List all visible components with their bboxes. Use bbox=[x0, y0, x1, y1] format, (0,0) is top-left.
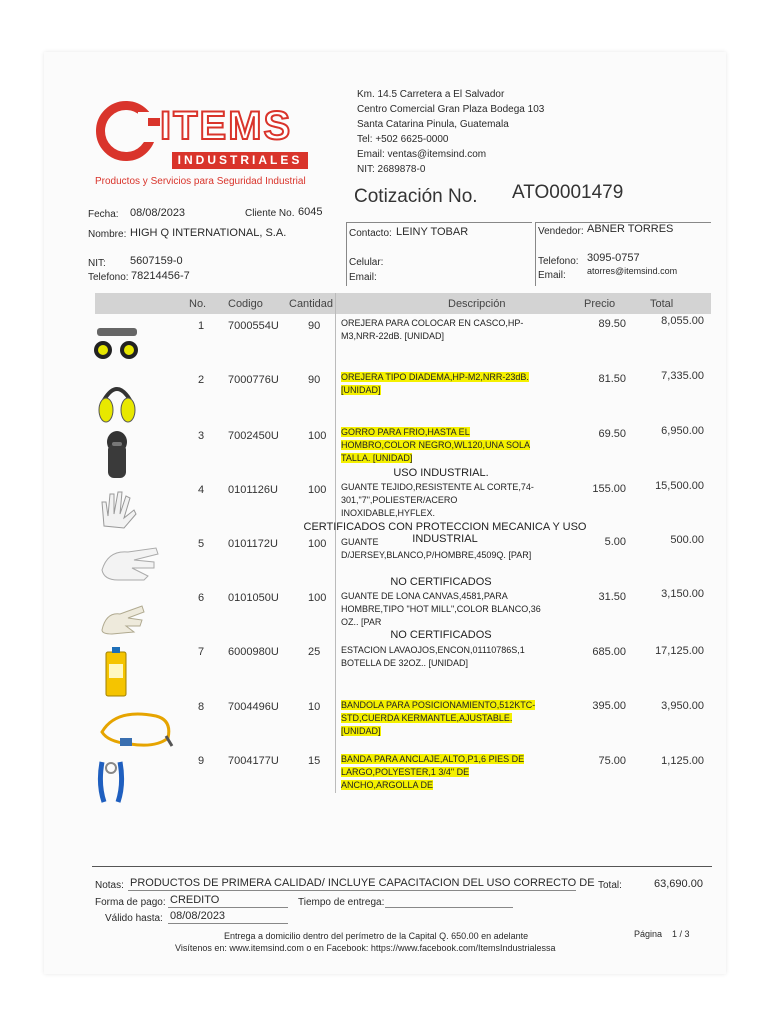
item-precio: 81.50 bbox=[598, 373, 626, 385]
logo-c-bar bbox=[148, 118, 160, 126]
item-codigo: 7004177U bbox=[228, 755, 279, 767]
logo-subtitle: INDUSTRIALES bbox=[172, 152, 308, 169]
item-precio: 75.00 bbox=[598, 755, 626, 767]
highlighted-text: BANDA PARA ANCLAJE,ALTO,P1,6 PIES DE LARGO,POLYESTER,1 3/4" DE ANCHO,ARGOLLA DE bbox=[341, 754, 525, 790]
highlighted-text: OREJERA TIPO DIADEMA,HP-M2,NRR-23dB. [UNIDAD] bbox=[341, 372, 529, 395]
col-precio: Precio bbox=[584, 298, 616, 310]
item-no: 3 bbox=[198, 430, 205, 442]
item-descripcion bbox=[341, 426, 541, 465]
eyewash-station-icon bbox=[104, 646, 128, 698]
item-codigo: 0101050U bbox=[228, 592, 279, 604]
item-no: 1 bbox=[198, 320, 205, 332]
item-total: 500.00 bbox=[670, 534, 704, 546]
item-no: 2 bbox=[198, 374, 205, 386]
item-descripcion: ESTACION LAVAOJOS,ENCON,01110786S,1 BOTELLA DE 32OZ.. [UNIDAD] bbox=[341, 645, 525, 668]
item-total: 6,950.00 bbox=[661, 425, 704, 437]
cliente-label: Cliente No. bbox=[245, 208, 295, 219]
item-descripcion bbox=[341, 753, 541, 792]
col-descripcion: Descripción bbox=[448, 298, 506, 310]
item-cantidad: 100 bbox=[308, 592, 327, 604]
logo-c-gap bbox=[138, 112, 160, 142]
client-telefono-value: 78214456-7 bbox=[131, 270, 190, 282]
valido-underline bbox=[168, 923, 288, 924]
vendedor-label: Vendedor: bbox=[538, 226, 584, 237]
email-line: Email: ventas@itemsind.com bbox=[357, 149, 487, 160]
item-cantidad: 100 bbox=[308, 430, 327, 442]
item-total: 8,055.00 bbox=[661, 315, 704, 327]
total-value: 63,690.00 bbox=[654, 878, 703, 890]
anchor-strap-icon bbox=[94, 758, 128, 806]
item-cantidad: 15 bbox=[308, 755, 321, 767]
contacto-label: Contacto: bbox=[349, 228, 392, 239]
notas-label: Notas: bbox=[95, 880, 124, 891]
visitenos-note: Visítenos en: www.itemsind.com o en Facebook: https://www.facebook.com/ItemsIndustrialessa bbox=[175, 943, 556, 953]
pagina-label: Página bbox=[634, 929, 663, 939]
item-no: 7 bbox=[198, 646, 205, 658]
fecha-value: 08/08/2023 bbox=[130, 207, 186, 219]
item-total: 1,125.00 bbox=[661, 755, 704, 767]
seller-email-label: Email: bbox=[538, 270, 566, 281]
vendedor-value: ABNER TORRES bbox=[587, 223, 674, 235]
item-cantidad: 90 bbox=[308, 374, 321, 386]
item-cantidad: 100 bbox=[308, 484, 327, 496]
contacto-value: LEINY TOBAR bbox=[396, 226, 469, 238]
item-codigo: 6000980U bbox=[228, 646, 279, 658]
notas-underline bbox=[128, 890, 576, 891]
nit-label: NIT: bbox=[88, 258, 106, 269]
item-no: 5 bbox=[198, 538, 205, 550]
row-note: CERTIFICADOS CON PROTECCION MECANICA Y USO INDUSTRIAL bbox=[303, 521, 587, 545]
seller-telefono-value: 3095-0757 bbox=[587, 252, 640, 264]
jersey-glove-icon bbox=[98, 540, 162, 584]
item-descripcion bbox=[341, 699, 541, 738]
quote-number: ATO0001479 bbox=[512, 182, 624, 203]
tiempo-underline bbox=[385, 907, 513, 908]
item-no: 9 bbox=[198, 755, 205, 767]
item-no: 6 bbox=[198, 592, 205, 604]
knit-glove-icon bbox=[96, 486, 140, 530]
item-codigo: 0101172U bbox=[228, 538, 278, 550]
fecha-label: Fecha: bbox=[88, 209, 119, 220]
item-descripcion bbox=[341, 371, 541, 397]
logo-word: ITEMS bbox=[160, 104, 293, 148]
item-total: 15,500.00 bbox=[655, 480, 704, 492]
item-total: 17,125.00 bbox=[655, 645, 704, 657]
item-no: 4 bbox=[198, 484, 205, 496]
seller-telefono-label: Telefono: bbox=[538, 256, 579, 267]
item-codigo: 7000776U bbox=[228, 374, 279, 386]
col-codigo: Codigo bbox=[228, 298, 263, 310]
item-cantidad: 100 bbox=[308, 538, 327, 550]
company-tagline: Productos y Servicios para Seguridad Industrial bbox=[95, 176, 306, 187]
address-line: Santa Catarina Pinula, Guatemala bbox=[357, 119, 509, 130]
nit-line: NIT: 2689878-0 bbox=[357, 164, 426, 175]
highlighted-text: GORRO PARA FRIO,HASTA EL HOMBRO,COLOR NEGRO,WL120,UNA SOLA TALLA. [UNIDAD] bbox=[341, 427, 531, 463]
contact-box-top bbox=[346, 222, 532, 223]
item-descripcion: GUANTE TEJIDO,RESISTENTE AL CORTE,74-301,"7",POLIESTER/ACERO INOXIDABLE,HYFLEX. bbox=[341, 482, 534, 518]
item-codigo: 0101126U bbox=[228, 484, 278, 496]
item-cantidad: 25 bbox=[308, 646, 321, 658]
seller-box-left bbox=[535, 222, 536, 286]
item-codigo: 7002450U bbox=[228, 430, 279, 442]
address-line: Centro Comercial Gran Plaza Bodega 103 bbox=[357, 104, 545, 115]
item-precio: 395.00 bbox=[592, 700, 626, 712]
balaclava-icon bbox=[103, 430, 131, 480]
item-total: 7,335.00 bbox=[661, 370, 704, 382]
pagina-value: 1 / 3 bbox=[672, 929, 690, 939]
table-header bbox=[95, 293, 711, 314]
contact-email-label: Email: bbox=[349, 272, 377, 283]
item-cantidad: 10 bbox=[308, 701, 321, 713]
valido-value: 08/08/2023 bbox=[170, 910, 226, 922]
item-precio: 89.50 bbox=[598, 318, 626, 330]
forma-pago-label: Forma de pago: bbox=[95, 897, 166, 908]
quote-title: Cotización No. bbox=[354, 186, 478, 207]
nombre-value: HIGH Q INTERNATIONAL, S.A. bbox=[130, 227, 287, 239]
col-total: Total bbox=[650, 298, 674, 310]
tiempo-entrega-label: Tiempo de entrega: bbox=[298, 897, 385, 908]
earmuff-headband-icon bbox=[98, 378, 136, 426]
item-descripcion: OREJERA PARA COLOCAR EN CASCO,HP-M3,NRR-22dB. [UNIDAD] bbox=[341, 318, 524, 341]
item-cantidad: 90 bbox=[308, 320, 321, 332]
row-note: NO CERTIFICADOS bbox=[390, 576, 492, 588]
item-precio: 31.50 bbox=[598, 591, 626, 603]
phone-line: Tel: +502 6625-0000 bbox=[357, 134, 449, 145]
item-precio: 155.00 bbox=[592, 483, 626, 495]
item-precio: 5.00 bbox=[604, 536, 626, 548]
seller-email-value: atorres@itemsind.com bbox=[587, 266, 678, 276]
celular-label: Celular: bbox=[349, 257, 384, 268]
item-descripcion: GUANTE D/JERSEY,BLANCO,P/HOMBRE,4509Q. [PAR] bbox=[341, 537, 532, 560]
notas-value: PRODUCTOS DE PRIMERA CALIDAD/ INCLUYE CAPACITACION DEL USO CORRECTO DE bbox=[130, 877, 595, 889]
row-note: NO CERTIFICADOS bbox=[390, 629, 492, 641]
item-total: 3,150.00 bbox=[661, 588, 704, 600]
nombre-label: Nombre: bbox=[88, 229, 127, 240]
valido-label: Válido hasta: bbox=[105, 913, 163, 924]
item-descripcion: GUANTE DE LONA CANVAS,4581,PARA HOMBRE,TIPO "HOT MILL",COLOR BLANCO,36 OZ.. [PAR bbox=[341, 591, 541, 627]
footer-divider bbox=[92, 866, 712, 867]
canvas-glove-icon bbox=[98, 600, 148, 636]
entrega-note: Entrega a domicilio dentro del perímetro de la Capital Q. 650.00 en adelante bbox=[224, 931, 529, 941]
forma-pago-value: CREDITO bbox=[170, 894, 220, 906]
row-note: USO INDUSTRIAL. bbox=[393, 467, 489, 479]
positioning-lanyard-icon bbox=[96, 702, 178, 750]
col-cantidad: Cantidad bbox=[289, 298, 334, 310]
client-telefono-label: Telefono: bbox=[88, 272, 129, 283]
contact-box-left bbox=[346, 222, 347, 286]
highlighted-text: BANDOLA PARA POSICIONAMIENTO,512KTC-STD,CUERDA KERMANTLE,AJUSTABLE. [UNIDAD] bbox=[341, 700, 536, 736]
address-line: Km. 14.5 Carretera a El Salvador bbox=[357, 89, 505, 100]
forma-underline bbox=[168, 907, 288, 908]
cliente-value: 6045 bbox=[298, 206, 323, 218]
nit-value: 5607159-0 bbox=[130, 255, 183, 267]
earmuff-helmet-icon bbox=[93, 322, 141, 364]
item-codigo: 7004496U bbox=[228, 701, 279, 713]
item-precio: 685.00 bbox=[592, 646, 626, 658]
item-precio: 69.50 bbox=[598, 428, 626, 440]
item-total: 3,950.00 bbox=[661, 700, 704, 712]
item-no: 8 bbox=[198, 701, 205, 713]
col-no: No. bbox=[189, 298, 207, 310]
total-label: Total: bbox=[598, 880, 622, 891]
item-codigo: 7000554U bbox=[228, 320, 279, 332]
